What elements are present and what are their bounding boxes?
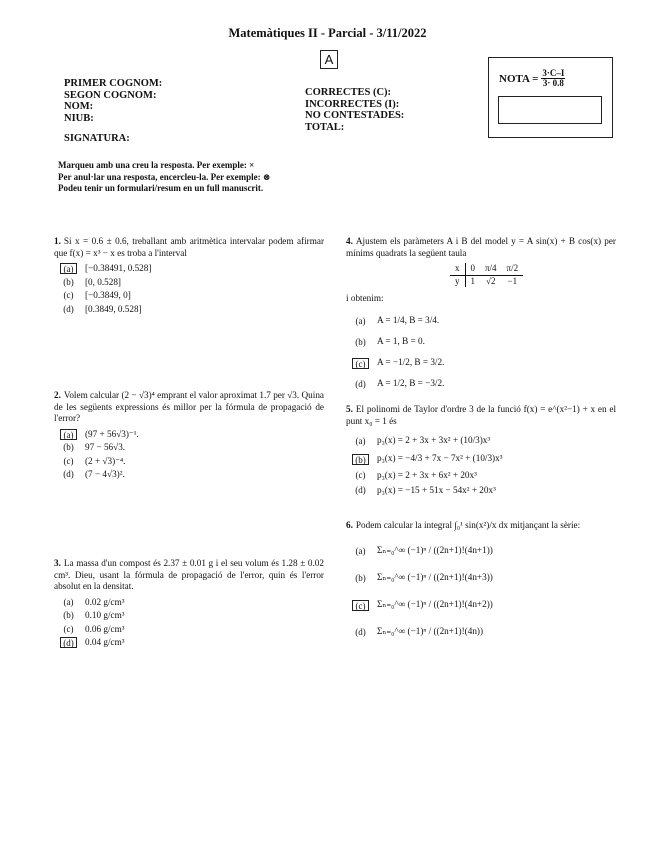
field-name: NOM: [64,101,94,112]
table-cell: π/4 [480,263,502,275]
option-letter: (d) [63,469,74,480]
option-b[interactable] [54,441,324,455]
question-number: 6. [346,520,353,530]
question-stem: Si x = 0.6 ± 0.6, treballant amb aritmètica intervalar podem afirmar que f(x) = x³ − x es troba a l'interval [54,236,324,258]
instruction-line: Per anul·lar una resposta, encercleu-la. Per exemple: ⊗ [58,171,271,182]
option-text: Σₙ₌₀^∞ (−1)ⁿ / ((2n+1)!(4n)) [377,626,484,637]
field-unanswered: NO CONTESTADES: [305,110,405,121]
exam-title: Matemàtiques II - Parcial - 3/11/2022 [228,26,427,40]
option-text: 0.04 g/cm³ [85,637,125,647]
question-5 [346,404,616,498]
option-letter: (c) [63,455,74,466]
table-cell: y [455,275,460,286]
option-text: [−0.3849, 0] [85,290,131,300]
option-text: [−0.38491, 0.528] [85,263,152,273]
option-c[interactable] [54,455,324,469]
instruction-line: Podeu tenir un formulari/resum en un full manuscrit. [58,183,264,193]
option-a[interactable] [346,311,616,332]
option-list [346,311,616,395]
table-cell: −1 [507,275,518,286]
table-cell: 0 [465,263,480,275]
question-stem: Podem calcular la integral [355,520,453,530]
option-text: p₃(x) = −4/3 + 7x − 7x² + (10/3)x³ [377,453,503,464]
option-text: 0.10 g/cm³ [85,610,125,620]
grade-denominator: 3· 0.8 [542,78,564,88]
option-list [346,538,616,646]
grade-input-box[interactable] [498,96,602,124]
option-c[interactable] [346,353,616,374]
option-a[interactable] [54,596,324,610]
option-letter: (b) [63,276,74,287]
option-letter: (a) [63,596,74,607]
field-first-surname: PRIMER COGNOM: [64,78,163,89]
option-d[interactable] [346,483,616,498]
grade-numerator: 3·C–I [542,68,565,78]
question-number: 2. [54,390,61,400]
question-6 [346,520,616,646]
question-1 [54,236,324,316]
question-stem: Ajustem els paràmeters A i B del model y = A sin(x) + B cos(x) per mínims quadrats la següent taula [346,236,616,258]
table-row-x [450,263,523,275]
option-letter: (d) [355,378,366,389]
option-text: A = 1/2, B = −3/2. [377,378,445,389]
option-b[interactable] [346,332,616,353]
option-b[interactable] [54,276,324,290]
option-d[interactable] [346,374,616,395]
option-letter: (b) [63,442,74,453]
question-number: 5. [346,404,353,414]
option-letter: (a) [355,545,366,556]
option-text: 0.02 g/cm³ [85,596,125,607]
option-list [54,596,324,650]
instructions [58,160,270,195]
option-d[interactable] [54,303,324,317]
option-c[interactable] [54,289,324,303]
option-letter: (d) [355,485,366,495]
option-letter: (a) [355,435,366,446]
option-text: Σₙ₌₀^∞ (−1)ⁿ / ((2n+1)!(4n+1)) [377,545,493,556]
field-correct: CORRECTES (C): [305,87,392,98]
option-b[interactable] [54,609,324,623]
question-stem: La massa d'un compost és 2.37 ± 0.01 g i el seu volum és 1.28 ± 0.02 cm³. Dieu, usant la fórmula de propagació de l'error, quin és l'error absolut en la densitat. [54,558,324,591]
option-b[interactable] [346,565,616,592]
question-4 [346,236,616,395]
option-list [346,432,616,498]
option-c[interactable] [54,623,324,637]
option-text: (2 + √3)⁻⁴. [85,455,126,466]
question-3 [54,558,324,650]
option-letter: (b) [63,610,74,621]
option-text: p₃(x) = −15 + 51x − 54x² + 20x³ [377,484,496,495]
option-d[interactable] [346,619,616,646]
option-d[interactable] [54,468,324,482]
option-text: p₃(x) = 2 + 3x + 3x² + (10/3)x³ [377,435,491,446]
option-letter: (c) [352,358,369,369]
score-fields [305,87,404,133]
option-letter: (a) [355,315,366,326]
student-fields [64,78,162,124]
question-number: 4. [346,236,353,246]
grade-box [488,57,613,138]
grade-label: NOTA = [499,72,539,85]
question-number: 1. [54,236,61,246]
option-letter: (b) [352,454,369,465]
option-letter: (c) [63,623,74,634]
table-cell: 1 [465,275,480,287]
option-c[interactable] [346,468,616,483]
option-letter: (c) [63,290,74,301]
instruction-line: Marqueu amb una creu la resposta. Per exemple: × [58,160,255,170]
table-cell: π/2 [502,263,524,275]
option-letter: (d) [63,303,74,314]
option-b[interactable] [346,450,616,468]
option-text: A = 1/4, B = 3/4. [377,315,440,326]
option-text: [0, 0.528] [85,276,121,287]
option-text: A = 1, B = 0. [377,336,425,347]
field-total: TOTAL: [305,121,345,133]
grade-fraction [541,69,565,88]
option-letter: (d) [355,626,366,637]
option-a[interactable] [54,428,324,442]
question-2 [54,390,324,482]
option-text: [0.3849, 0.528] [85,303,142,314]
option-text: (97 + 56√3)⁻¹. [85,428,139,439]
option-letter: (b) [355,336,366,347]
option-letter: (a) [60,263,77,274]
option-text: Σₙ₌₀^∞ (−1)ⁿ / ((2n+1)!(4n+3)) [377,572,493,583]
option-text: Σₙ₌₀^∞ (−1)ⁿ / ((2n+1)!(4n+2)) [377,599,493,610]
grade-formula [499,69,565,88]
field-second-surname: SEGON COGNOM: [64,89,157,101]
table-cell: √2 [486,275,496,286]
table-cell: x [450,263,465,275]
option-letter: (b) [355,572,366,583]
field-incorrect: INCORRECTES (I): [305,98,400,110]
option-text: (7 − 4√3)². [85,469,125,479]
question-number: 3. [54,558,61,568]
exam-version-box: A [320,50,338,69]
option-text: 97 − 56√3. [85,442,126,452]
data-table [450,263,523,287]
option-list [54,428,324,482]
option-c[interactable] [346,592,616,619]
question-stem-after: mitjançant la sèrie: [510,520,581,530]
question-stem: Volem calcular (2 − √3)⁴ emprant el valor aproximat 1.7 per √3. Quina de les següents expressions és millor per la fórmula de propagació de l'error? [54,390,324,423]
option-d[interactable] [54,636,324,650]
option-letter: (c) [352,600,369,611]
option-a[interactable] [54,262,324,276]
field-niub: NIUB: [64,112,94,124]
option-text: A = −1/2, B = 3/2. [377,357,445,368]
option-text: 0.06 g/cm³ [85,623,125,634]
option-letter: (d) [60,637,77,648]
integral-expression: ∫₀¹ sin(x²)/x dx [454,520,508,530]
field-signature: SIGNATURA: [64,133,130,144]
table-row-y [450,275,523,287]
option-letter: (c) [355,470,366,480]
question-after-text: i obtenim: [346,293,384,303]
option-list [54,262,324,316]
option-a[interactable] [346,432,616,450]
option-a[interactable] [346,538,616,565]
question-stem: El polinomi de Taylor d'ordre 3 de la funció f(x) = e^(x²−1) + x en el punt x₀ = 1 és [346,404,616,426]
option-text: p₃(x) = 2 + 3x + 6x² + 20x³ [377,469,477,480]
option-letter: (a) [60,429,77,440]
